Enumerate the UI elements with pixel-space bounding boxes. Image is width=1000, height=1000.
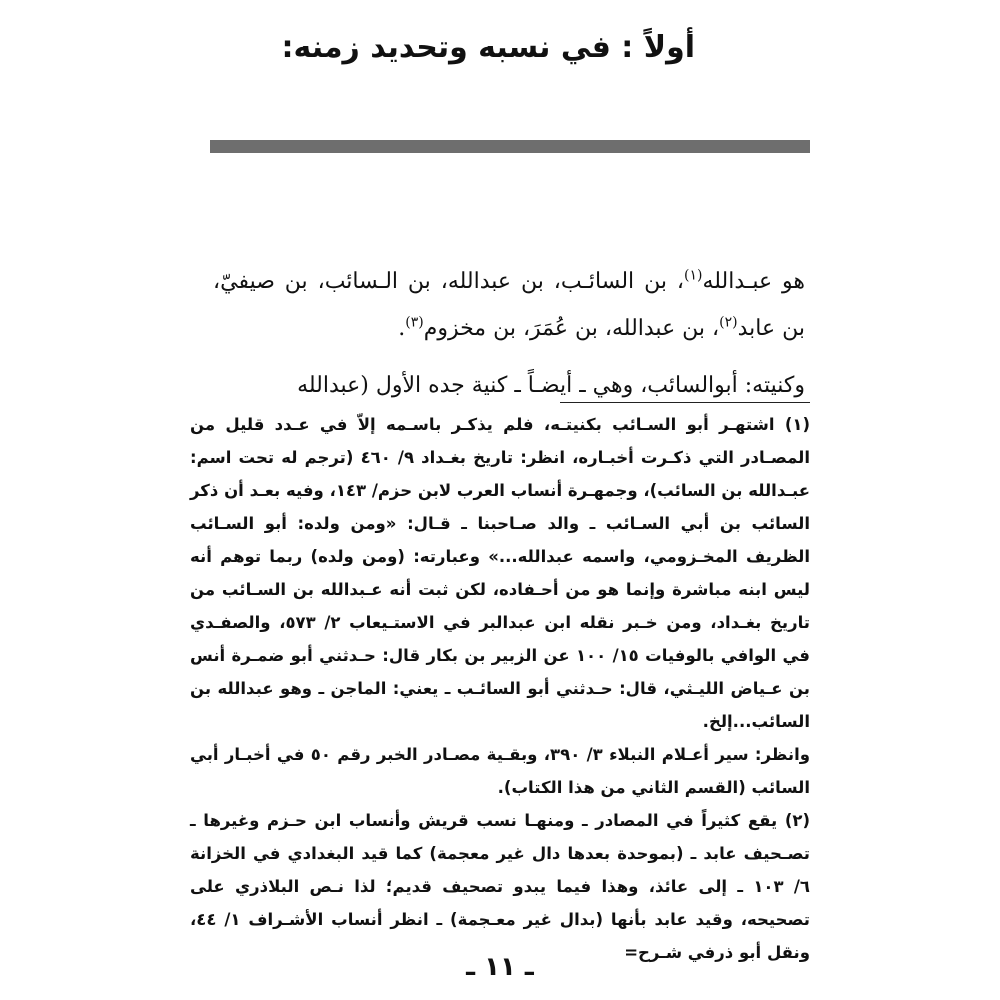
- main-text: [213, 258, 805, 409]
- footnote-2-text: يقع كثيراً في المصادر ـ ومنهـا نسب قريش وأنساب ابن حـزم وغيرها ـ تصـحيف عابد ـ (بموحدة بعدها دال غير معجمة) كما قيد البغدادي في الخزانة ٦/ ١٠٣ ـ إلى عائذ، وهذا فيما يبدو تصحيف قديم؛ لذا نـص البلاذري على تصحيحه، وقيد عابد بأنها (بدال غير معـجمة) ـ انظر أنساب الأشـراف ١/ ٤٤، ونقل أبو ذرفي شـرح=: [190, 811, 810, 962]
- lineage-paragraph: [213, 258, 805, 352]
- page-number: ـ ١١ ـ: [466, 952, 534, 982]
- footnote-1-continuation: وانظر: سير أعـلام النبلاء ٣/ ٣٩٠، وبقـية مصـادر الخبر رقم ٥٠ في أخبـار أبي السائب (القسم الثاني من هذا الكتاب).: [190, 745, 810, 797]
- footnotes-section: [190, 408, 810, 969]
- footnote-separator: [560, 402, 810, 403]
- lineage-text-end: .: [398, 316, 406, 341]
- footnote-ref-1[interactable]: (١): [683, 267, 703, 284]
- footnote-ref-3[interactable]: (٣): [405, 314, 424, 331]
- lineage-text-part-2: ، بن السائـب، بن عبدالله، بن الـسائب، بن صيفيّ، بن عابد: [213, 269, 805, 341]
- footnote-1-number: (١): [784, 415, 810, 434]
- lineage-text-part-1: هو عبـدالله: [702, 269, 805, 294]
- footnote-1-text: اشتهـر أبو السـائب بكنيتـه، فلم يذكـر باسـمه إلاّ في عـدد قليل من المصـادر التي ذكـرت أخبـاره، انظر: تاريخ بغـداد ٩/ ٤٦٠ (ترجم له تحت اسم: عبـدالله بن السائب)، وجمهـرة أنساب العرب لابن حزم/ ١٤٣، وفيه بعـد أن ذكر السائب بن أبي السـائب ـ والد صـاحبنا ـ قـال: «ومن ولده: أبو السـائب الظريف المخـزومي، واسمه عبدالله...» وعبارته: (ومن ولده) ربما توهم أنه ليس ابنه مباشرة وإنما هو من أحـفاده، لكن ثبت أنه عـبدالله بن السـائب من تاريخ بغـداد، ومن خـبر نقله ابن عبدالبر في الاستـيعاب ٢/ ٥٧٣، والصفـدي في الوافي بالوفيات ١٥/ ١٠٠ عن الزبير بن بكار قال: حـدثني أبو ضمـرة أنس بن عـياض الليـثي، قال: حـدثني أبو السائـب ـ يعني: الماجن ـ وهو عبدالله بن السائب...إلخ.: [190, 415, 811, 731]
- footnote-2-number: (٢): [784, 811, 810, 830]
- kunya-paragraph: وكنيته: أبوالسائب، وهي ـ أيضـاً ـ كنية جده الأول (عبدالله: [297, 373, 805, 398]
- lineage-text-part-3: ، بن عبدالله، بن عُمَرَ، بن مخزوم: [423, 316, 720, 341]
- footnote-1: [190, 408, 810, 738]
- footnote-2: [190, 804, 810, 969]
- footnote-ref-2[interactable]: (٢): [719, 314, 738, 331]
- title-underline-bar: [210, 140, 810, 153]
- chapter-title: أولاً : في نسبه وتحديد زمنه:: [281, 30, 695, 65]
